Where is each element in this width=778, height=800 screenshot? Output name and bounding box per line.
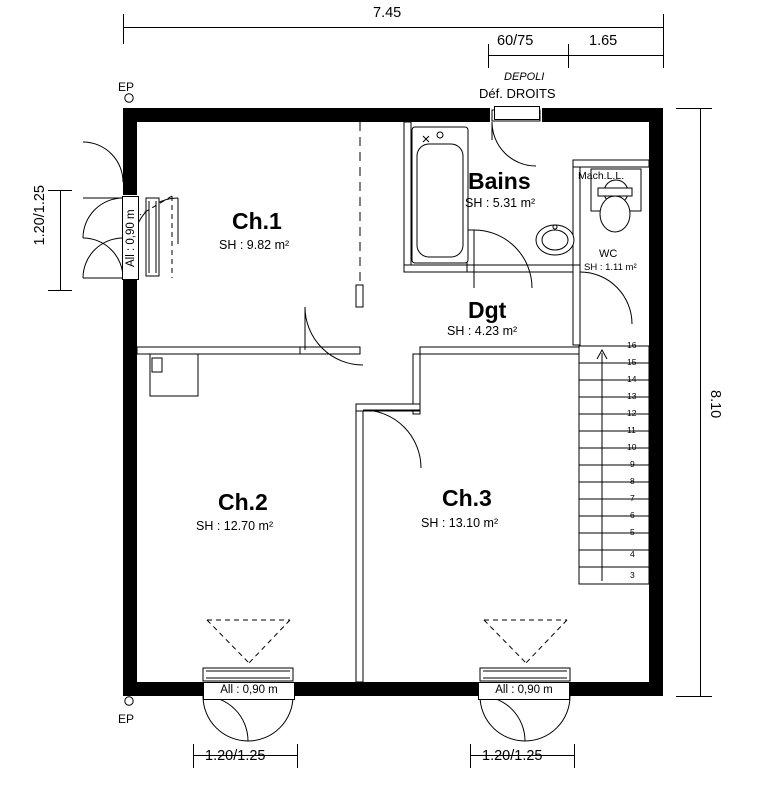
room-label-dgt: Dgt: [468, 297, 507, 323]
left-door-tag: All : 0,90 m: [122, 196, 139, 280]
room-area-wc: SH : 1.11 m²: [584, 262, 637, 273]
bottom-left-dimension-label: 1.20/1.25: [205, 748, 266, 764]
stair-number: 5: [630, 527, 635, 537]
stair-number: 3: [630, 570, 635, 580]
stair-number: 8: [630, 476, 635, 486]
top-right-dimension-label: 1.65: [589, 33, 618, 49]
bathtub-fixture: [411, 126, 471, 266]
bottom-right-window-tag: All : 0,90 m: [478, 682, 570, 700]
room-area-dgt: SH : 4.23 m²: [447, 324, 518, 338]
def-droits-label: Déf. DROITS: [479, 86, 556, 101]
stair-number: 6: [630, 510, 635, 520]
room-label-wc: WC: [599, 248, 618, 260]
room-label-ch2: Ch.2: [218, 489, 268, 515]
stair-number: 9: [630, 459, 635, 469]
toilet-fixture: [592, 188, 638, 238]
bottom-right-dimension-label: 1.20/1.25: [482, 748, 543, 764]
room-label-bains: Bains: [468, 168, 531, 194]
room-area-ch2: SH : 12.70 m²: [196, 519, 274, 533]
left-vertical-dimension-label: 1.20/1.25: [32, 185, 48, 246]
staircase: [578, 345, 650, 585]
sink-fixture: [533, 218, 577, 262]
room-label-ch1: Ch.1: [232, 208, 282, 234]
bottom-left-window-tag: All : 0,90 m: [203, 682, 295, 700]
right-overall-dimension-label: 8.10: [707, 390, 723, 419]
stair-number: 4: [630, 549, 635, 559]
stair-number: 12: [627, 408, 637, 418]
top-window-tag-box: [494, 106, 540, 120]
stair-number: 10: [627, 442, 637, 452]
ep-top-label: EP: [118, 80, 135, 94]
room-area-ch1: SH : 9.82 m²: [219, 238, 290, 252]
ep-bottom-label: EP: [118, 712, 135, 726]
top-overall-dimension-label: 7.45: [373, 5, 402, 21]
stair-number: 13: [627, 391, 637, 401]
stair-number: 16: [627, 340, 637, 350]
top-window-dimension-label: 60/75: [497, 33, 534, 49]
room-label-ch3: Ch.3: [442, 485, 492, 511]
stair-number: 7: [630, 493, 635, 503]
room-area-bains: SH : 5.31 m²: [465, 196, 536, 210]
depoli-label: DEPOLI: [504, 71, 545, 83]
stair-number: 14: [627, 374, 637, 384]
room-area-ch3: SH : 13.10 m²: [421, 516, 499, 530]
stair-number: 15: [627, 357, 637, 367]
washing-machine-label: Mach.L.L.: [578, 170, 625, 182]
stair-number: 11: [627, 425, 636, 435]
